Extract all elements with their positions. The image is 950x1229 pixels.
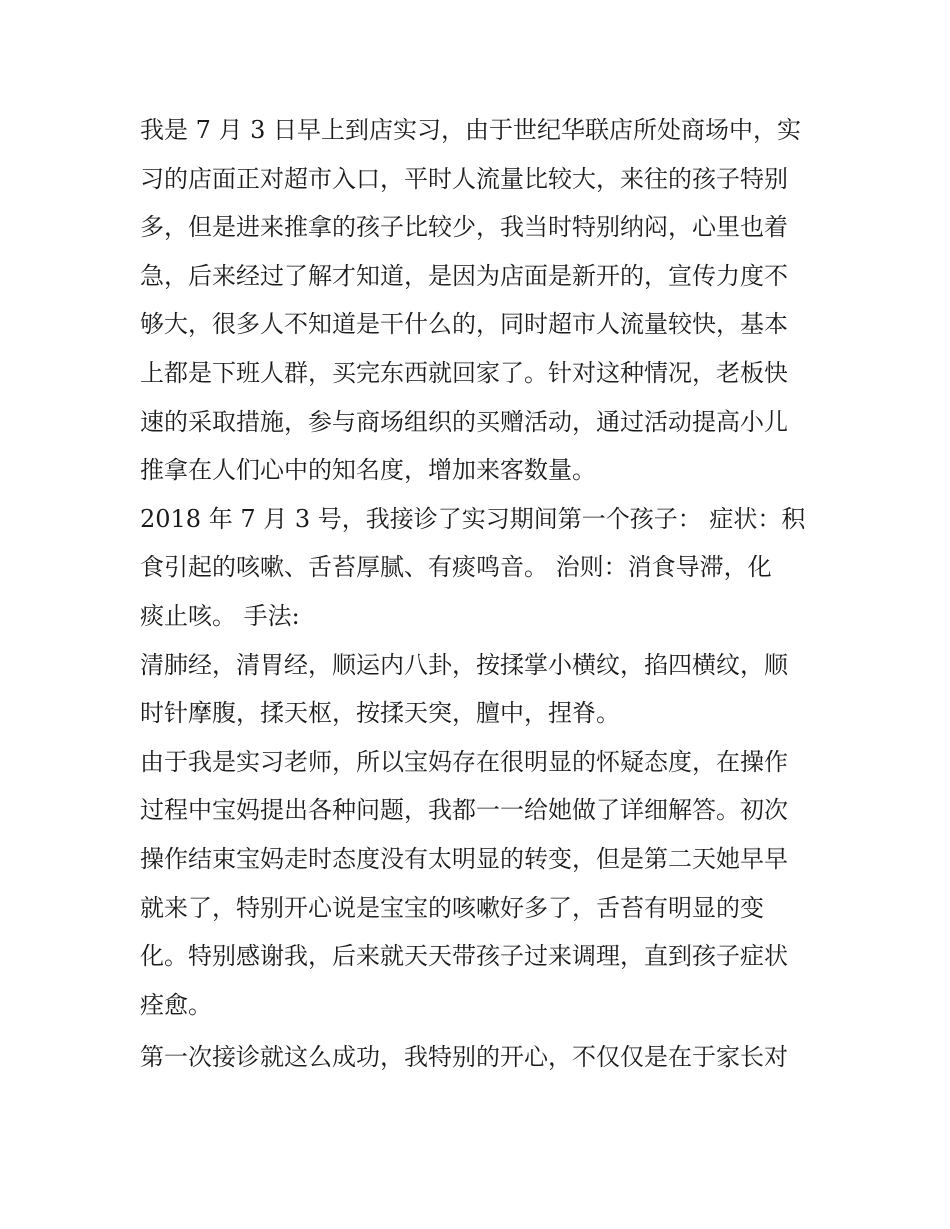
paragraph-mother-attitude: [140, 738, 820, 1030]
text-line: 就来了，特别开心说是宝宝的咳嗽好多了，舌苔有明显的变: [140, 893, 764, 922]
paragraph-reflection: [140, 1033, 820, 1082]
text-line: 2018 年 7 月 3 号，我接诊了实习期间第一个孩子： 症状：积: [140, 504, 806, 533]
text-line: 第一次接诊就这么成功，我特别的开心，不仅仅是在于家长对: [140, 1043, 788, 1072]
paragraph-first-patient: [140, 495, 820, 641]
text-line: 过程中宝妈提出各种问题，我都一一给她做了详细解答。初次: [140, 796, 788, 825]
text-line: 我是 7 月 3 日早上到店实习，由于世纪华联店所处商场中，实: [140, 116, 802, 144]
text-line: 多，但是进来推拿的孩子比较少，我当时特别纳闷，心里也着: [140, 213, 788, 242]
paragraph-techniques: [140, 641, 820, 738]
text-line: 痊愈。: [140, 990, 212, 1019]
text-line: 习的店面正对超市入口，平时人流量比较大，来往的孩子特别: [140, 164, 788, 193]
text-line: 推拿在人们心中的知名度，增加来客数量。: [140, 456, 596, 485]
text-line: 操作结束宝妈走时态度没有太明显的转变，但是第二天她早早: [140, 844, 788, 873]
text-line: 上都是下班人群，买完东西就回家了。针对这种情况，老板快: [140, 358, 788, 387]
text-line: 痰止咳。 手法:: [140, 601, 300, 630]
body-text: [140, 106, 820, 1082]
text-line: 化。特别感谢我，后来就天天带孩子过来调理，直到孩子症状: [140, 942, 788, 971]
text-line: 够大，很多人不知道是干什么的，同时超市人流量较快，基本: [140, 310, 788, 339]
paragraph-internship-start: [140, 106, 820, 495]
text-line: 时针摩腹，揉天枢，按揉天突，膻中，捏脊。: [140, 699, 620, 728]
text-line: 食引起的咳嗽、舌苔厚腻、有痰鸣音。 治则：消食导滞，化: [140, 553, 772, 582]
text-line: 急，后来经过了解才知道，是因为店面是新开的，宣传力度不: [140, 261, 788, 290]
text-line: 清肺经，清胃经，顺运内八卦，按揉掌小横纹，掐四横纹，顺: [140, 650, 788, 679]
text-line: 由于我是实习老师，所以宝妈存在很明显的怀疑态度，在操作: [140, 747, 788, 776]
text-line: 速的采取措施，参与商场组织的买赠活动，通过活动提高小儿: [140, 407, 788, 436]
